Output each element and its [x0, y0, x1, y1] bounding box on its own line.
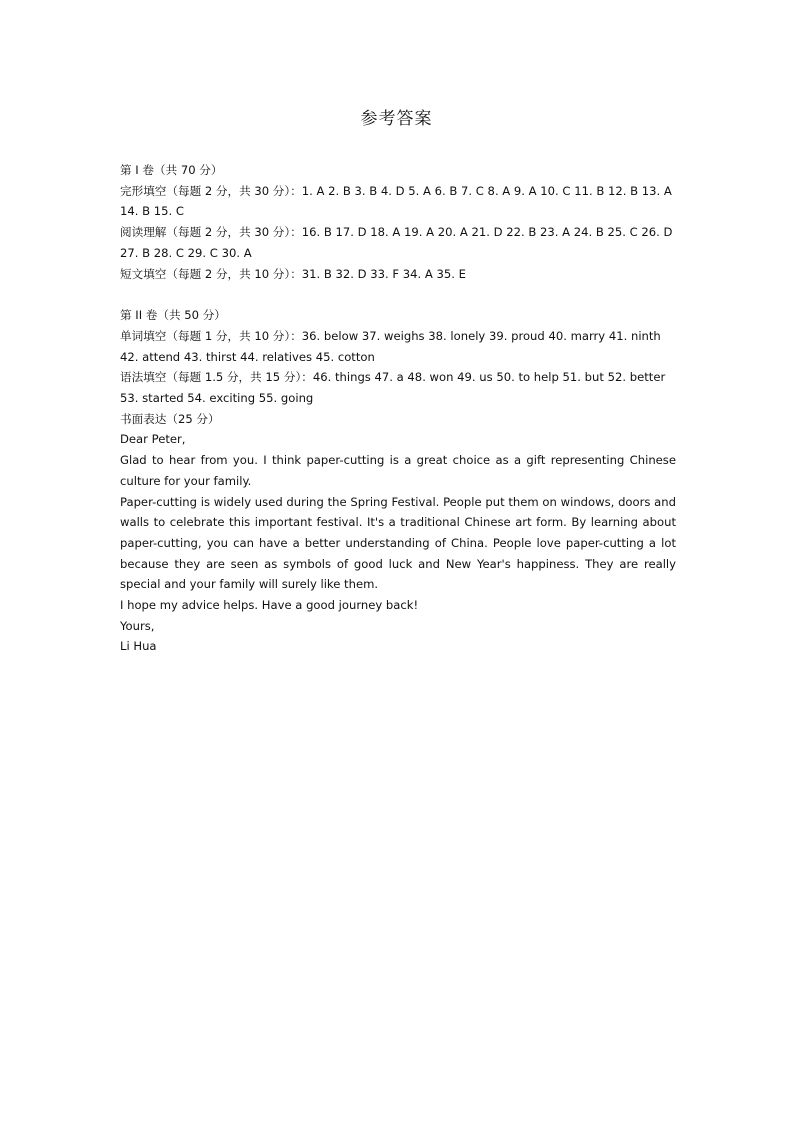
sample-letter	[120, 429, 676, 657]
letter-closing: Yours,	[120, 618, 155, 633]
letter-paragraph-3: I hope my advice helps. Have a good journey back!	[120, 598, 419, 613]
letter-paragraph-1: Glad to hear from you. I think paper-cutting is a great choice as a gift representing Chinese culture for your family.	[120, 453, 676, 488]
letter-greeting: Dear Peter,	[120, 432, 186, 447]
grammar-answers: 语法填空（每题 1.5 分，共 15 分）：46. things 47. a 48. won 49. us 50. to help 51. but 52. better 53. started 54. exciting 55. going	[120, 370, 666, 406]
letter-signature: Li Hua	[120, 639, 157, 654]
part1-heading: 第 I 卷（共 70 分）	[120, 163, 223, 177]
section-spacer	[120, 284, 676, 305]
writing-heading: 书面表达（25 分）	[120, 411, 220, 426]
page-title: 参考答案	[360, 109, 433, 129]
reading-answers: 阅读理解（每题 2 分，共 30 分）：16. B 17. D 18. A 19. A 20. A 21. D 22. B 23. A 24. B 25. C 26. D 27. B 28. C 29. C 30. A	[120, 225, 673, 260]
vocab-answers: 单词填空（每题 1 分，共 10 分）：36. below 37. weighs 38. lonely 39. proud 40. marry 41. ninth 42. attend 43. thirst 44. relatives 45. cotton	[120, 328, 661, 364]
cloze-answers: 完形填空（每题 2 分，共 30 分）：1. A 2. B 3. B 4. D 5. A 6. B 7. C 8. A 9. A 10. C 11. B 12. B 13. A 14. B 15. C	[120, 183, 672, 219]
part2-heading: 第 II 卷（共 50 分）	[120, 308, 226, 323]
short-passage-answers: 短文填空（每题 2 分，共 10 分）：31. B 32. D 33. F 34. A 35. E	[120, 266, 466, 281]
letter-paragraph-2: Paper-cutting is widely used during the Spring Festival. People put them on windows, doors and walls to celebrate this important festival. It's a traditional Chinese art form. By learning about paper-cutting, you can have a better understanding of China. People love paper-cutting a lot because they are seen as symbols of good luck and New Year's happiness. They are really special and your family will surely like them.	[120, 494, 676, 592]
answer-content	[120, 160, 676, 657]
